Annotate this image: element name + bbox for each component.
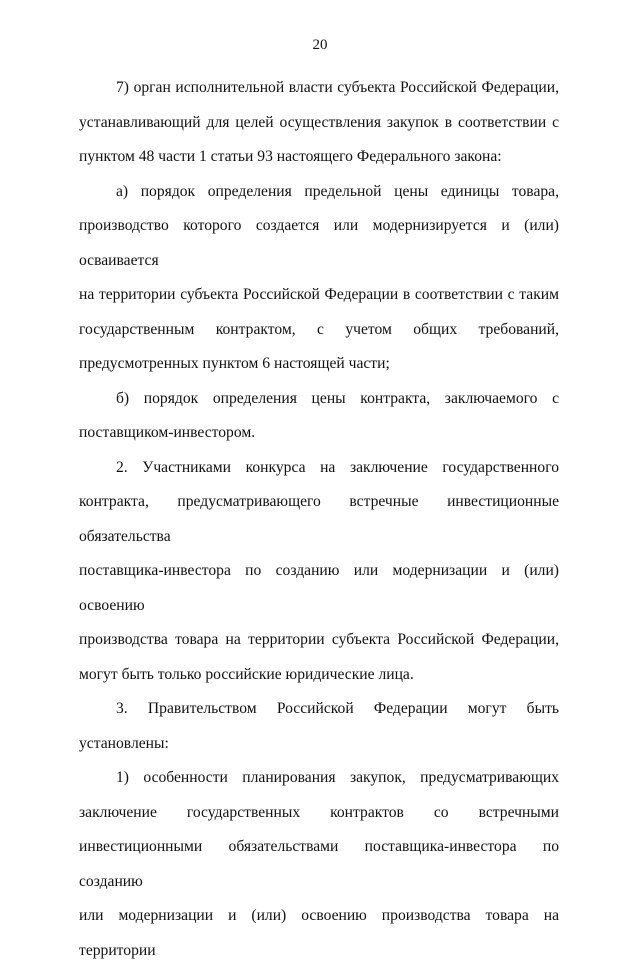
text-line: заключение государственных контрактов со встречными xyxy=(79,803,559,821)
text-line: поставщиком-инвестором. xyxy=(79,424,256,441)
text-line: поставщика-инвестора по созданию или модернизации и (или) освоению xyxy=(79,562,559,614)
page-number: 20 xyxy=(312,37,328,53)
text-line: а) порядок определения предельной цены единицы товара, xyxy=(116,182,559,200)
text-line: предусмотренных пунктом 6 настоящей части; xyxy=(79,355,390,372)
text-line: 1) особенности планирования закупок, предусматривающих xyxy=(116,769,559,786)
text-line: б) порядок определения цены контракта, заключаемого с xyxy=(116,389,559,407)
text-line: могут быть только российские юридические лица. xyxy=(79,665,414,683)
text-line: государственным контрактом, с учетом общих требований, xyxy=(79,320,559,338)
document-body xyxy=(79,71,559,968)
text-line: на территории субъекта Российской Федерации в соответствии с таким xyxy=(79,286,559,303)
text-line: или модернизации и (или) освоению производства товара на территории xyxy=(79,907,559,959)
text-line: 3. Правительством Российской Федерации могут быть установлены: xyxy=(79,700,559,752)
text-line: устанавливающий для целей осуществления закупок в соответствии с xyxy=(79,113,559,131)
text-line: производство которого создается или модернизируется и (или) осваивается xyxy=(79,217,559,269)
text-line: пунктом 48 части 1 статьи 93 настоящего Федерального закона: xyxy=(79,148,502,165)
text-line: 2. Участниками конкурса на заключение государственного xyxy=(116,458,559,476)
text-line: контракта, предусматривающего встречные инвестиционные обязательства xyxy=(79,493,559,545)
text-line: 7) орган исполнительной власти субъекта Российской Федерации, xyxy=(116,79,559,96)
text-line: производства товара на территории субъекта Российской Федерации, xyxy=(79,631,559,648)
text-line: инвестиционными обязательствами поставщика-инвестора по созданию xyxy=(79,838,559,890)
